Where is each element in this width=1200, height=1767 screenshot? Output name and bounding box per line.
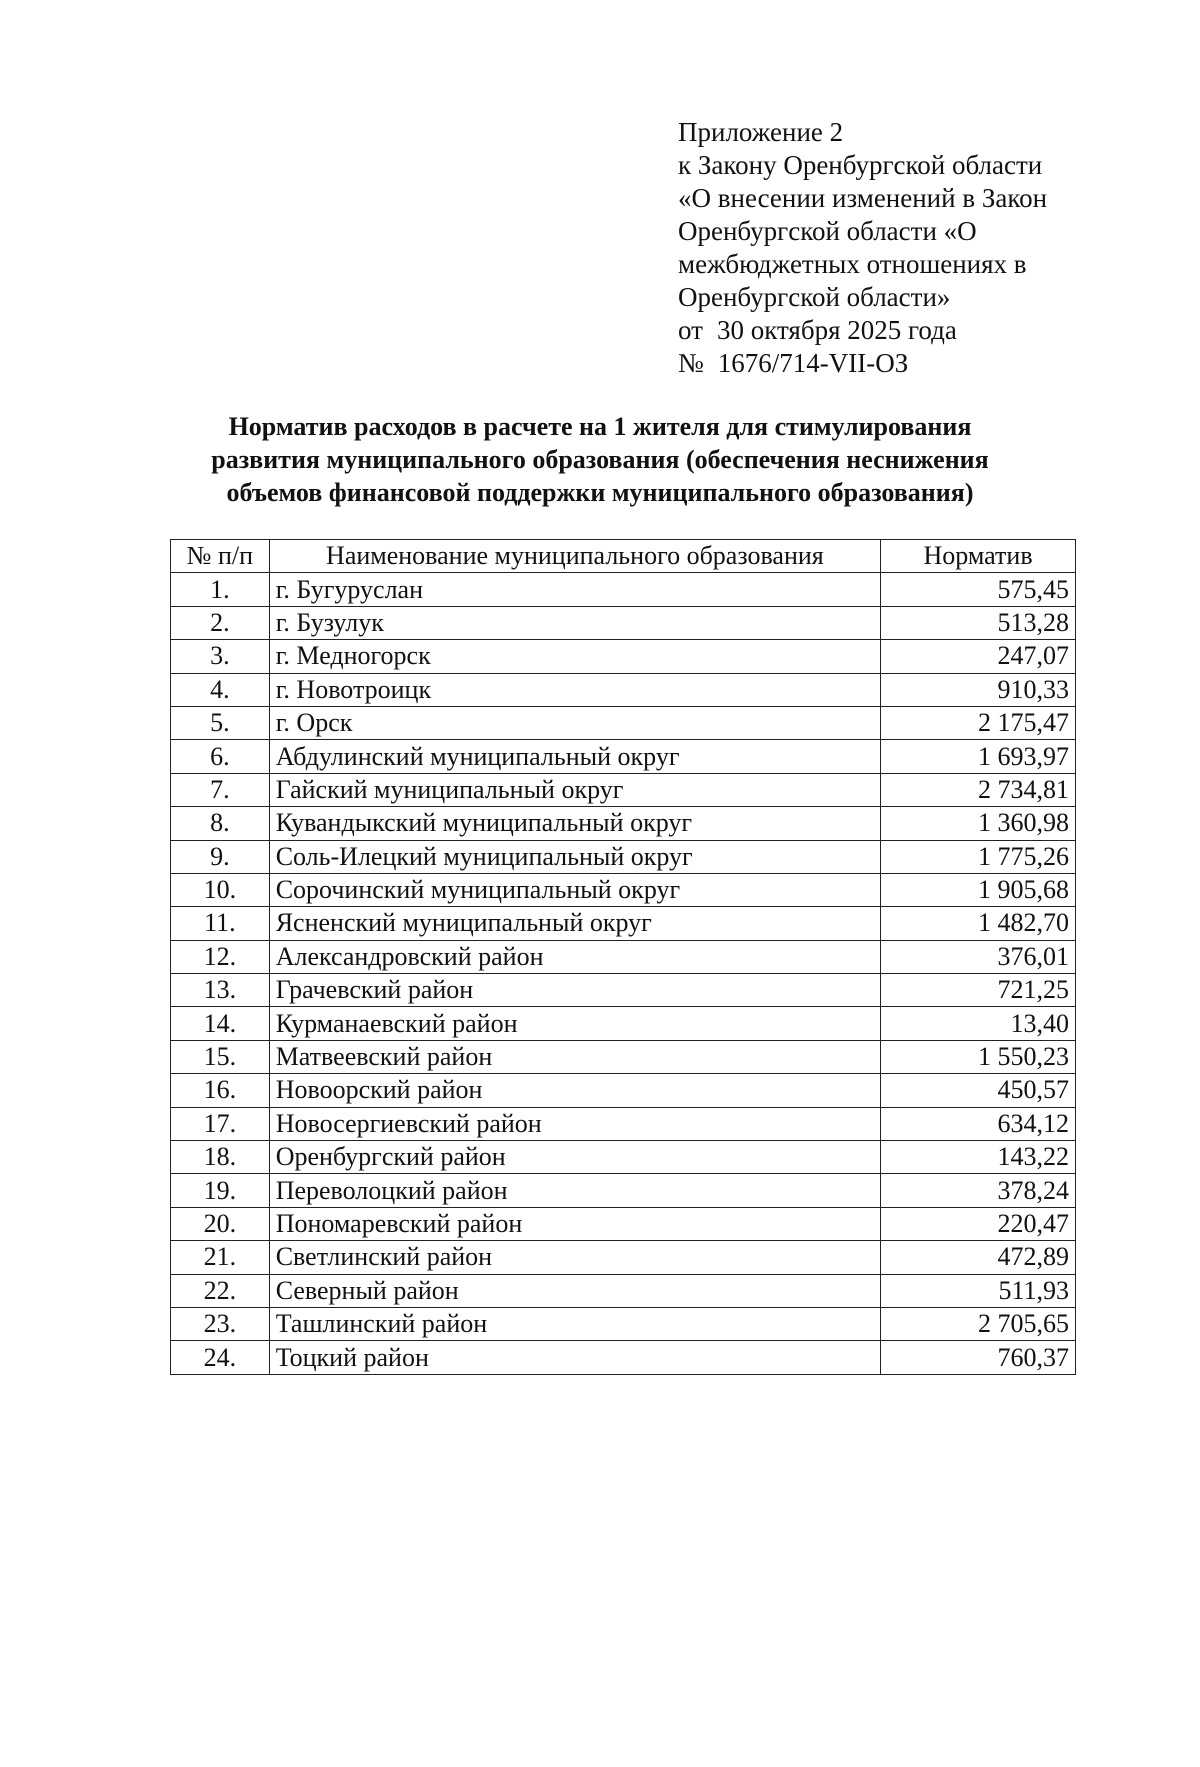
row-municipality-name: Переволоцкий район: [269, 1174, 880, 1207]
row-index: 16.: [171, 1074, 270, 1107]
title-line: развития муниципального образования (обеспечения неснижения: [211, 445, 989, 474]
row-index: 23.: [171, 1307, 270, 1340]
row-municipality-name: Светлинский район: [269, 1241, 880, 1274]
row-norm-value: 220,47: [881, 1207, 1076, 1240]
row-index: 11.: [171, 907, 270, 940]
row-municipality-name: Соль-Илецкий муниципальный округ: [269, 840, 880, 873]
appendix-line: Оренбургской области «О: [678, 216, 977, 246]
row-norm-value: 1 905,68: [881, 873, 1076, 906]
table-row: [171, 1207, 1076, 1240]
table-row: [171, 1141, 1076, 1174]
table-row: [171, 873, 1076, 906]
row-norm-value: 1 360,98: [881, 807, 1076, 840]
appendix-header: [678, 116, 1098, 380]
row-norm-value: 247,07: [881, 640, 1076, 673]
row-norm-value: 2 705,65: [881, 1307, 1076, 1340]
table-row: [171, 840, 1076, 873]
title-line: объемов финансовой поддержки муниципального образования): [226, 478, 974, 507]
row-municipality-name: г. Новотроицк: [269, 673, 880, 706]
row-index: 18.: [171, 1141, 270, 1174]
row-index: 3.: [171, 640, 270, 673]
row-norm-value: 143,22: [881, 1141, 1076, 1174]
row-index: 22.: [171, 1274, 270, 1307]
table-body: [171, 573, 1076, 1374]
row-municipality-name: г. Орск: [269, 706, 880, 739]
appendix-line: «О внесении изменений в Закон: [678, 183, 1048, 213]
table-row: [171, 1274, 1076, 1307]
row-municipality-name: Пономаревский район: [269, 1207, 880, 1240]
table-row: [171, 907, 1076, 940]
table-row: [171, 807, 1076, 840]
row-index: 2.: [171, 606, 270, 639]
row-norm-value: 575,45: [881, 573, 1076, 606]
row-index: 5.: [171, 706, 270, 739]
row-index: 6.: [171, 740, 270, 773]
row-index: 13.: [171, 974, 270, 1007]
row-index: 21.: [171, 1241, 270, 1274]
table-row: [171, 1341, 1076, 1374]
row-index: 20.: [171, 1207, 270, 1240]
row-index: 7.: [171, 773, 270, 806]
row-municipality-name: г. Бугуруслан: [269, 573, 880, 606]
row-municipality-name: Сорочинский муниципальный округ: [269, 873, 880, 906]
row-norm-value: 472,89: [881, 1241, 1076, 1274]
table-row: [171, 1107, 1076, 1140]
table-row: [171, 706, 1076, 739]
row-index: 15.: [171, 1040, 270, 1073]
row-index: 8.: [171, 807, 270, 840]
row-index: 24.: [171, 1341, 270, 1374]
row-index: 9.: [171, 840, 270, 873]
table-row: [171, 1241, 1076, 1274]
table-row: [171, 673, 1076, 706]
row-municipality-name: Оренбургский район: [269, 1141, 880, 1174]
row-municipality-name: Кувандыкский муниципальный округ: [269, 807, 880, 840]
document-title: [150, 410, 1050, 509]
appendix-line: Приложение 2: [678, 117, 844, 147]
table-row: [171, 1074, 1076, 1107]
title-line: Норматив расходов в расчете на 1 жителя для стимулирования: [228, 412, 972, 441]
row-municipality-name: Новоорский район: [269, 1074, 880, 1107]
row-norm-value: 1 693,97: [881, 740, 1076, 773]
row-index: 1.: [171, 573, 270, 606]
table-row: [171, 1307, 1076, 1340]
number-prefix: №: [678, 348, 704, 378]
row-norm-value: 721,25: [881, 974, 1076, 1007]
header-name: Наименование муниципального образования: [269, 540, 880, 573]
row-municipality-name: Курманаевский район: [269, 1007, 880, 1040]
table-row: [171, 1040, 1076, 1073]
row-index: 10.: [171, 873, 270, 906]
row-index: 17.: [171, 1107, 270, 1140]
row-norm-value: 376,01: [881, 940, 1076, 973]
norms-table: [170, 539, 1076, 1375]
date-prefix: от: [678, 315, 703, 345]
table-row: [171, 606, 1076, 639]
row-norm-value: 634,12: [881, 1107, 1076, 1140]
row-municipality-name: Грачевский район: [269, 974, 880, 1007]
row-municipality-name: Ташлинский район: [269, 1307, 880, 1340]
row-index: 12.: [171, 940, 270, 973]
table-row: [171, 974, 1076, 1007]
row-norm-value: 1 775,26: [881, 840, 1076, 873]
row-norm-value: 2 175,47: [881, 706, 1076, 739]
law-date: 30 октября 2025 года: [716, 315, 957, 345]
table-row: [171, 1007, 1076, 1040]
row-municipality-name: Новосергиевский район: [269, 1107, 880, 1140]
row-municipality-name: Северный район: [269, 1274, 880, 1307]
row-norm-value: 910,33: [881, 673, 1076, 706]
row-index: 4.: [171, 673, 270, 706]
row-municipality-name: Абдулинский муниципальный округ: [269, 740, 880, 773]
appendix-line: Оренбургской области»: [678, 282, 951, 312]
row-index: 14.: [171, 1007, 270, 1040]
row-municipality-name: Тоцкий район: [269, 1341, 880, 1374]
table-row: [171, 573, 1076, 606]
row-norm-value: 760,37: [881, 1341, 1076, 1374]
row-norm-value: 513,28: [881, 606, 1076, 639]
table-header-row: [171, 540, 1076, 573]
row-norm-value: 13,40: [881, 1007, 1076, 1040]
row-norm-value: 511,93: [881, 1274, 1076, 1307]
law-date-line: [678, 314, 1098, 347]
table-row: [171, 773, 1076, 806]
row-municipality-name: Матвеевский район: [269, 1040, 880, 1073]
row-municipality-name: Гайский муниципальный округ: [269, 773, 880, 806]
row-municipality-name: г. Медногорск: [269, 640, 880, 673]
header-value: Норматив: [881, 540, 1076, 573]
header-index: № п/п: [171, 540, 270, 573]
table-row: [171, 740, 1076, 773]
row-norm-value: 1 482,70: [881, 907, 1076, 940]
table-row: [171, 940, 1076, 973]
law-number: 1676/714-VII-ОЗ: [717, 348, 909, 378]
row-municipality-name: Ясненский муниципальный округ: [269, 907, 880, 940]
row-norm-value: 378,24: [881, 1174, 1076, 1207]
row-municipality-name: г. Бузулук: [269, 606, 880, 639]
row-index: 19.: [171, 1174, 270, 1207]
appendix-line: к Закону Оренбургской области: [678, 150, 1043, 180]
appendix-line: межбюджетных отношениях в: [678, 249, 1027, 279]
row-norm-value: 450,57: [881, 1074, 1076, 1107]
row-norm-value: 2 734,81: [881, 773, 1076, 806]
row-municipality-name: Александровский район: [269, 940, 880, 973]
table-row: [171, 1174, 1076, 1207]
law-number-line: [678, 347, 1098, 380]
table-row: [171, 640, 1076, 673]
row-norm-value: 1 550,23: [881, 1040, 1076, 1073]
